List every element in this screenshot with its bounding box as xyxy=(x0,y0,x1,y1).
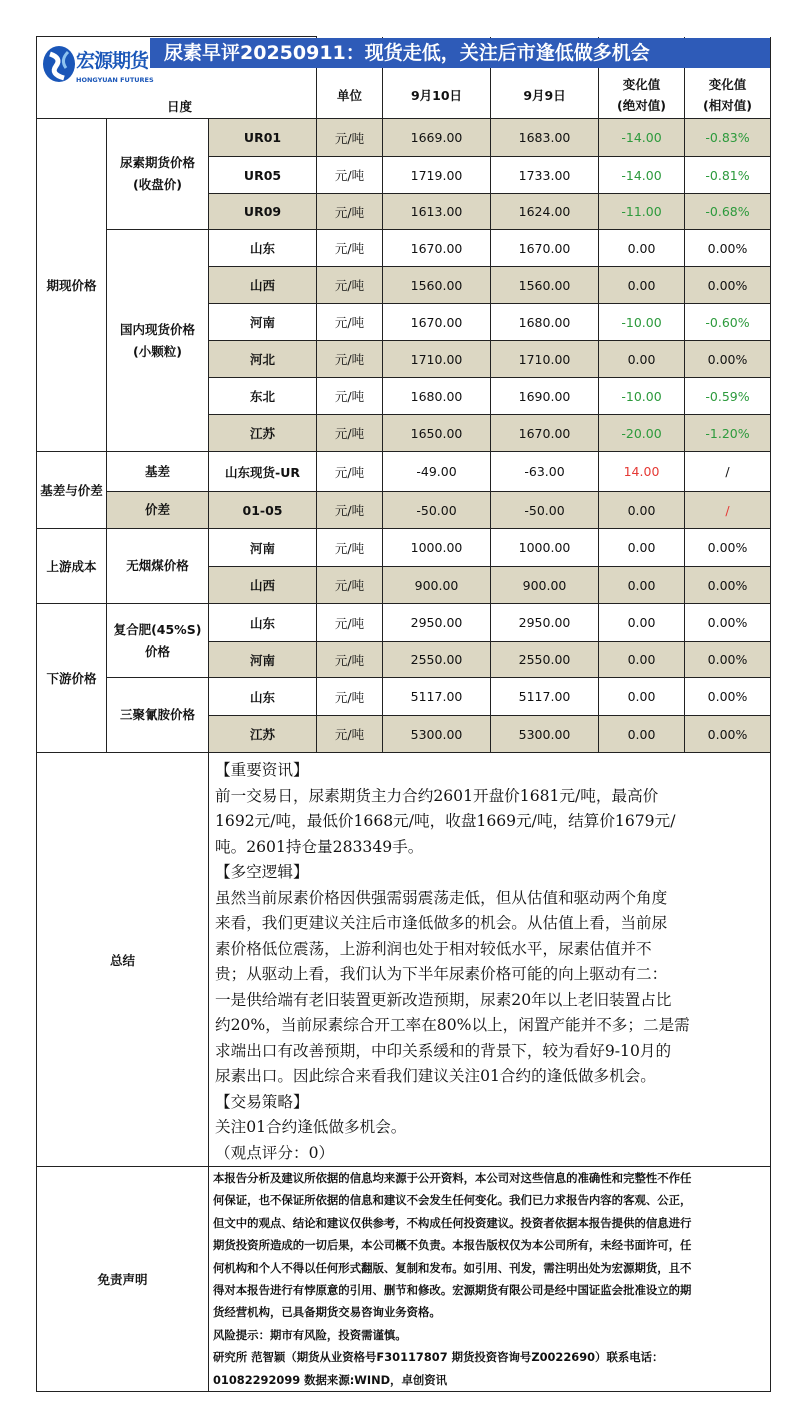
disclaimer-line: 研究所 范智颖（期货从业资格号F30117807 期货投资咨询号Z0022690）联系电话： xyxy=(213,1350,664,1365)
summary-line: 【重要资讯】 xyxy=(215,761,309,779)
summary-line: 【多空逻辑】 xyxy=(215,863,309,881)
disclaimer-text xyxy=(209,1167,771,1392)
row-value-d2: 1733.00 xyxy=(491,157,599,194)
row-value-d1: 1680.00 xyxy=(383,378,491,415)
row-unit: 元/吨 xyxy=(317,230,383,267)
row-value-d1: 1560.00 xyxy=(383,267,491,304)
row-value-d2: 1560.00 xyxy=(491,267,599,304)
row-change-rel: 0.00% xyxy=(685,604,771,642)
summary-row xyxy=(37,753,771,1167)
row-change-rel: -0.60% xyxy=(685,304,771,341)
row-value-d2: 1000.00 xyxy=(491,529,599,567)
row-value-d1: 1719.00 xyxy=(383,157,491,194)
row-value-d1: 1670.00 xyxy=(383,304,491,341)
row-change-abs: 0.00 xyxy=(599,341,685,378)
row-value-d1: -49.00 xyxy=(383,452,491,492)
row-unit: 元/吨 xyxy=(317,415,383,452)
row-change-abs: -20.00 xyxy=(599,415,685,452)
table-row xyxy=(37,119,771,157)
row-item: 山东 xyxy=(209,230,317,267)
row-unit: 元/吨 xyxy=(317,267,383,304)
disclaimer-line: 风险提示：期市有风险，投资需谨慎。 xyxy=(213,1327,407,1342)
subgroup-basis: 基差 xyxy=(107,452,209,492)
report-table xyxy=(36,36,771,1392)
row-unit: 元/吨 xyxy=(317,678,383,716)
group-label-basis-spread: 基差与价差 xyxy=(37,452,107,529)
row-value-d2: 1624.00 xyxy=(491,194,599,230)
summary-line: 约20%，当前尿素综合开工率在80%以上，闲置产能并不多；二是需 xyxy=(215,1016,690,1034)
row-value-d1: 1670.00 xyxy=(383,230,491,267)
row-value-d1: 5117.00 xyxy=(383,678,491,716)
summary-line: 尿素出口。因此综合来看我们建议关注01合约的逢低做多机会。 xyxy=(215,1067,656,1085)
row-unit: 元/吨 xyxy=(317,119,383,157)
row-unit: 元/吨 xyxy=(317,604,383,642)
row-item: 河南 xyxy=(209,304,317,341)
row-item: 山东现货-UR xyxy=(209,452,317,492)
row-item: 山东 xyxy=(209,604,317,642)
row-change-abs: 0.00 xyxy=(599,492,685,529)
summary-line: 贵；从驱动上看，我们认为下半年尿素价格可能的向上驱动有二： xyxy=(215,965,668,983)
summary-line: 1692元/吨，最低价1668元/吨，收盘1669元/吨，结算价1679元/ xyxy=(215,812,676,830)
summary-line: 虽然当前尿素价格因供强需弱震荡走低，但从估值和驱动两个角度 xyxy=(215,888,668,907)
summary-line: 来看，我们更建议关注后市逢低做多的机会。从估值上看，当前尿 xyxy=(215,914,668,932)
row-change-abs: 0.00 xyxy=(599,678,685,716)
row-value-d2: 900.00 xyxy=(491,567,599,604)
table-row xyxy=(37,604,771,642)
row-item: 江苏 xyxy=(209,716,317,753)
row-value-d1: 1650.00 xyxy=(383,415,491,452)
logo-cn-text: 宏源期货 xyxy=(76,50,149,72)
disclaimer-line: 01082292099 数据来源:WIND，卓创资讯 xyxy=(213,1372,448,1387)
col-abs-label: 变化值 (绝对值) xyxy=(599,37,685,119)
col-d2-label: 9月9日 xyxy=(491,37,599,119)
row-change-rel: 0.00% xyxy=(685,678,771,716)
disclaimer-label: 免责声明 xyxy=(37,1167,209,1392)
subgroup-spread: 价差 xyxy=(107,492,209,529)
row-value-d1: 1000.00 xyxy=(383,529,491,567)
report-title: 尿素早评20250911：现货走低，关注后市逢低做多机会 xyxy=(150,38,770,68)
row-value-d2: 1690.00 xyxy=(491,378,599,415)
row-item: 山东 xyxy=(209,678,317,716)
row-item: UR09 xyxy=(209,194,317,230)
row-change-rel: 0.00% xyxy=(685,529,771,567)
row-item: 01-05 xyxy=(209,492,317,529)
row-value-d2: 5300.00 xyxy=(491,716,599,753)
col-d1-label: 9月10日 xyxy=(383,37,491,119)
table-row xyxy=(37,230,771,267)
row-value-d1: 900.00 xyxy=(383,567,491,604)
row-value-d1: 2550.00 xyxy=(383,642,491,678)
summary-line: 关注01合约逢低做多机会。 xyxy=(215,1118,407,1136)
group-label-upstream: 上游成本 xyxy=(37,529,107,604)
summary-line: （观点评分：0） xyxy=(215,1143,335,1162)
table-row xyxy=(37,529,771,567)
subgroup-futures: 尿素期货价格 (收盘价) xyxy=(107,119,209,230)
row-change-abs: 14.00 xyxy=(599,452,685,492)
row-value-d1: 1613.00 xyxy=(383,194,491,230)
row-change-abs: 0.00 xyxy=(599,267,685,304)
company-logo xyxy=(40,38,154,98)
row-change-rel: -0.59% xyxy=(685,378,771,415)
summary-line: 一是供给端有老旧装置更新改造预期，尿素20年以上老旧装置占比 xyxy=(215,990,672,1009)
summary-line: 素价格低位震荡，上游利润也处于相对较低水平，尿素估值并不 xyxy=(215,939,652,958)
row-unit: 元/吨 xyxy=(317,529,383,567)
table-row xyxy=(37,492,771,529)
row-value-d1: 5300.00 xyxy=(383,716,491,753)
logo-en-text: HONGYUAN FUTURES xyxy=(76,76,154,84)
col-unit-label: 单位 xyxy=(317,37,383,119)
row-item: UR01 xyxy=(209,119,317,157)
subgroup-melamine: 三聚氰胺价格 xyxy=(107,678,209,753)
row-value-d2: 1683.00 xyxy=(491,119,599,157)
row-unit: 元/吨 xyxy=(317,492,383,529)
row-change-rel: / xyxy=(685,492,771,529)
row-value-d2: 1680.00 xyxy=(491,304,599,341)
summary-label: 总结 xyxy=(37,753,209,1167)
row-value-d2: -63.00 xyxy=(491,452,599,492)
row-value-d1: 1710.00 xyxy=(383,341,491,378)
row-unit: 元/吨 xyxy=(317,452,383,492)
group-label-qixian: 期现价格 xyxy=(37,119,107,452)
disclaimer-row xyxy=(37,1167,771,1392)
disclaimer-line: 货经营机构，已具备期货交易咨询业务资格。 xyxy=(213,1305,441,1320)
disclaimer-line: 本报告分析及建议所依据的信息均来源于公开资料，本公司对这些信息的准确性和完整性不作任 xyxy=(213,1171,692,1185)
row-value-d2: 5117.00 xyxy=(491,678,599,716)
table-row xyxy=(37,678,771,716)
table-row xyxy=(37,452,771,492)
row-item: UR05 xyxy=(209,157,317,194)
summary-line: 【交易策略】 xyxy=(215,1092,309,1111)
row-item: 江苏 xyxy=(209,415,317,452)
row-value-d1: -50.00 xyxy=(383,492,491,529)
disclaimer-line: 但文中的观点、结论和建议仅供参考，不构成任何投资建议。投资者依据本报告提供的信息进行 xyxy=(213,1215,692,1230)
summary-line: 吨。2601持仓量283349手。 xyxy=(215,837,424,856)
row-change-abs: 0.00 xyxy=(599,642,685,678)
row-unit: 元/吨 xyxy=(317,304,383,341)
row-change-abs: -14.00 xyxy=(599,157,685,194)
row-change-rel: 0.00% xyxy=(685,716,771,753)
row-value-d1: 1669.00 xyxy=(383,119,491,157)
row-change-rel: -0.81% xyxy=(685,157,771,194)
row-unit: 元/吨 xyxy=(317,642,383,678)
row-change-abs: -10.00 xyxy=(599,378,685,415)
row-change-rel: -0.68% xyxy=(685,194,771,230)
subgroup-compound: 复合肥(45%S) 价格 xyxy=(107,604,209,678)
row-change-abs: -14.00 xyxy=(599,119,685,157)
row-value-d2: 1710.00 xyxy=(491,341,599,378)
row-item: 山西 xyxy=(209,267,317,304)
row-change-abs: 0.00 xyxy=(599,604,685,642)
row-change-rel: 0.00% xyxy=(685,341,771,378)
row-change-rel: 0.00% xyxy=(685,267,771,304)
row-item: 山西 xyxy=(209,567,317,604)
row-unit: 元/吨 xyxy=(317,716,383,753)
col-date-label: 日度 xyxy=(167,99,193,114)
group-label-downstream: 下游价格 xyxy=(37,604,107,753)
row-change-rel: 0.00% xyxy=(685,642,771,678)
disclaimer-line: 何机构和个人不得以任何形式翻版、复制和发布。如引用、刊发，需注明出处为宏源期货，且不 xyxy=(213,1260,692,1275)
row-value-d2: -50.00 xyxy=(491,492,599,529)
row-item: 河南 xyxy=(209,642,317,678)
row-change-abs: 0.00 xyxy=(599,529,685,567)
row-change-abs: 0.00 xyxy=(599,716,685,753)
row-value-d2: 2550.00 xyxy=(491,642,599,678)
row-value-d2: 1670.00 xyxy=(491,230,599,267)
row-change-rel: -0.83% xyxy=(685,119,771,157)
row-unit: 元/吨 xyxy=(317,341,383,378)
disclaimer-line: 得对本报告进行有悖原意的引用、删节和修改。宏源期货有限公司是经中国证监会批准设立的期 xyxy=(213,1283,692,1298)
subgroup-coal: 无烟煤价格 xyxy=(107,529,209,604)
row-change-abs: -11.00 xyxy=(599,194,685,230)
row-value-d1: 2950.00 xyxy=(383,604,491,642)
row-unit: 元/吨 xyxy=(317,567,383,604)
disclaimer-line: 何保证，也不保证所依据的信息和建议不会发生任何变化。我们已力求报告内容的客观、公正， xyxy=(213,1193,692,1208)
row-unit: 元/吨 xyxy=(317,194,383,230)
row-item: 河北 xyxy=(209,341,317,378)
row-change-abs: -10.00 xyxy=(599,304,685,341)
row-unit: 元/吨 xyxy=(317,378,383,415)
hongyuan-logo-icon xyxy=(42,44,76,84)
row-change-rel: -1.20% xyxy=(685,415,771,452)
disclaimer-line: 期货投资所造成的一切后果，本公司概不负责。本报告版权仅为本公司所有，未经书面许可，任 xyxy=(213,1238,692,1253)
summary-line: 前一交易日，尿素期货主力合约2601开盘价1681元/吨，最高价 xyxy=(215,786,659,805)
row-value-d2: 1670.00 xyxy=(491,415,599,452)
row-unit: 元/吨 xyxy=(317,157,383,194)
subgroup-spot: 国内现货价格 (小颗粒) xyxy=(107,230,209,452)
row-value-d2: 2950.00 xyxy=(491,604,599,642)
summary-line: 求端出口有改善预期，中印关系缓和的背景下，较为看好9-10月的 xyxy=(215,1041,672,1060)
row-change-rel: / xyxy=(685,452,771,492)
summary-text xyxy=(209,753,771,1167)
row-item: 河南 xyxy=(209,529,317,567)
col-rel-label: 变化值 (相对值) xyxy=(685,37,771,119)
row-change-abs: 0.00 xyxy=(599,567,685,604)
row-change-rel: 0.00% xyxy=(685,230,771,267)
row-change-abs: 0.00 xyxy=(599,230,685,267)
row-item: 东北 xyxy=(209,378,317,415)
row-change-rel: 0.00% xyxy=(685,567,771,604)
